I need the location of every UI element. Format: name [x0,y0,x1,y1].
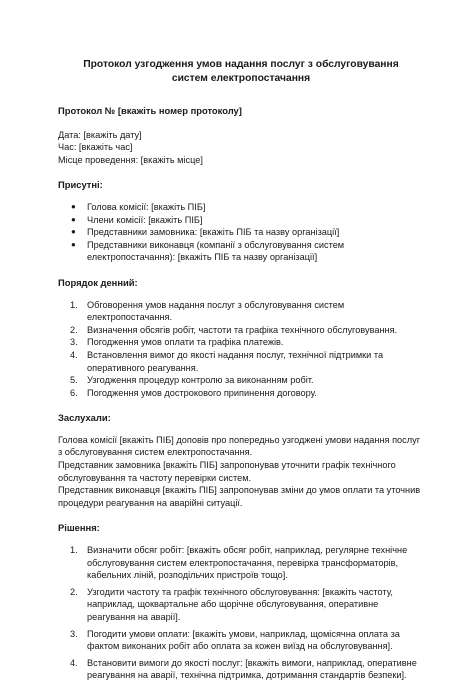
decisions-list [58,544,424,682]
list-item: 1. Обговорення умов надання послуг з обслуговування систем електропостачання. [70,299,345,323]
bullet-icon: ● [71,227,76,237]
meta-date: Дата: [вкажіть дату] [58,129,142,140]
agenda-list [58,299,424,400]
list-item: ● Представники виконавця (компанії з обслуговування систем електропостачання): [вкажіть ПІБ та назву організації] [71,239,345,263]
list-item: 3. Погодження умов оплати та графіка платежів. [70,337,284,348]
bullet-icon: ● [71,201,76,211]
heard-paragraphs [58,434,424,510]
meta-time: Час: [вкажіть час] [58,142,133,153]
meta-place: Місце проведення: [вкажіть місце] [58,154,203,165]
present-heading: Присутні: [58,179,103,191]
heard-heading: Заслухали: [58,412,111,424]
present-list [58,201,424,264]
list-item: 1. Визначити обсяг робіт: [вкажіть обсяг робіт, наприклад, регулярне технічне обслуговування систем електропостачання, перевірка трансформаторів, кабельних ліній, розподільчих пристроїв тощо]. [70,545,408,581]
agenda-heading: Порядок денний: [58,276,138,288]
heard-paragraph: Представник замовника [вкажіть ПІБ] запропонував уточнити графік технічного обслуговування та частоту перевірки систем. [58,460,396,483]
list-item: 2. Визначення обсягів робіт, частоти та графіка технічного обслуговування. [70,324,398,335]
protocol-number: Протокол № [вкажіть номер протоколу] [58,105,242,116]
bullet-icon: ● [71,214,76,224]
list-item: 6. Погодження умов дострокового припинення договору. [70,387,317,398]
heard-paragraph: Голова комісії [вкажіть ПІБ] доповів про попередньо узгоджені умови надання послуг з обслуговування систем електропостачання. [58,434,421,458]
list-item: 4. Встановити вимоги до якості послуг: [вкажіть вимоги, наприклад, оперативне реагування на аварії, технічна підтримка, дотримання стандартів безпеки]. [70,657,417,681]
list-item: ● Представники замовника: [вкажіть ПІБ та назву організації] [71,227,340,238]
list-item: ● Голова комісії: [вкажіть ПІБ] [71,201,206,212]
list-item: 4. Встановлення вимог до якості надання послуг, технічної підтримки та оперативного реагування. [70,349,384,373]
list-item: 5. Узгодження процедур контролю за виконанням робіт. [70,375,314,386]
bullet-icon: ● [71,239,76,249]
document-title: Протокол узгодження умов надання послуг з обслуговування систем електропостачання [83,59,399,84]
list-item: ● Члени комісії: [вкажіть ПІБ] [71,214,203,225]
decisions-heading: Рішення: [58,522,100,534]
list-item: 2. Узгодити частоту та графік технічного обслуговування: [вкажіть частоту, наприклад, щоквартальне або щорічне обслуговування, оперативне реагування на аварії]. [70,586,393,622]
heard-paragraph: Представник виконавця [вкажіть ПІБ] запропонував зміни до умов оплати та уточнив процедури реагування на аварійні ситуації. [58,485,421,508]
list-item: 3. Погодити умови оплати: [вкажіть умови, наприклад, щомісячна оплата за фактом виконаних робіт або оплата за кожен виїзд на обслуговування]. [70,628,400,652]
meta-block [58,129,424,167]
